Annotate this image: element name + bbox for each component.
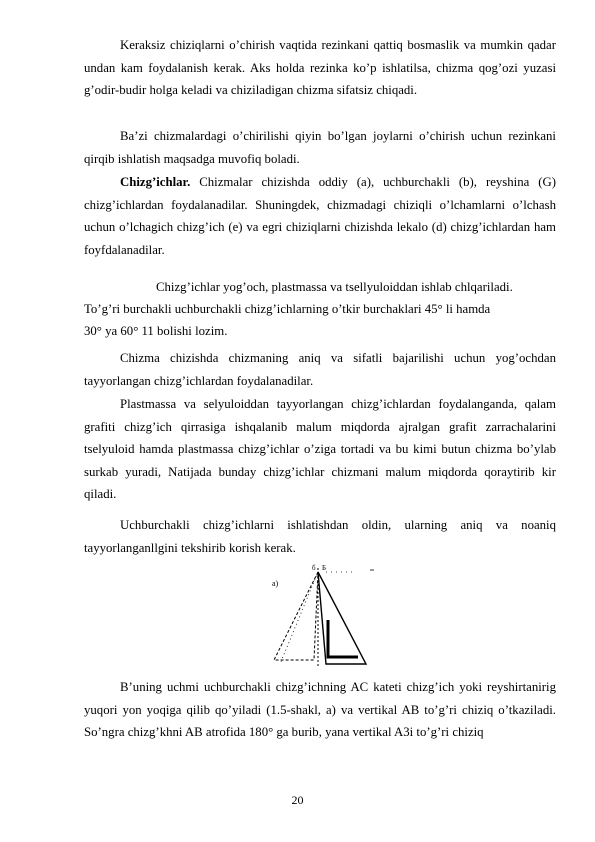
label-a: a) bbox=[272, 579, 279, 588]
dashed-triangle bbox=[274, 572, 318, 660]
solid-triangle bbox=[318, 572, 366, 664]
paragraph-eraser-usage: Keraksiz chiziqlarni o’chirish vaqtida rezinkani qattiq bosmaslik va mumkin qadar undan kam foydalanish kerak. Aks holda rezinka ko’p ishlatilsa, chizma qog’ozi yuzasi g’odir-budir holga keladi va chiziladigan chizma sifatsiz chiqadi. bbox=[84, 38, 556, 97]
label-b: б bbox=[312, 564, 316, 572]
rulers-materials-line: Chizg’ichlar yog’och, plastmassa va tsellyuloiddan ishlab chlqariladi. bbox=[156, 280, 513, 294]
label-top: Б bbox=[322, 564, 327, 572]
rulers-angles-line-2: 30° ya 60° 11 bolishi lozim. bbox=[84, 324, 228, 338]
dotted-guide bbox=[280, 572, 318, 664]
rulers-angles-line: To’g’ri burchakli uchburchakli chizg’ichlarning o’tkir burchaklari 45° li hamda bbox=[84, 302, 491, 316]
paragraph-wooden-rulers: Chizma chizishda chizmaning aniq va sifatli bajarilishi uchun yog’ochdan tayyorlangan chizg’ichlardan foydalanadilar. bbox=[84, 351, 556, 388]
paragraph-rulers bbox=[84, 171, 556, 261]
page-number: 20 bbox=[291, 793, 304, 807]
paragraph-check-triangles: Uchburchakli chizg’ichlarni ishlatishdan oldin, ularning aniq va noaniq tayyorlanganllgini tekshirib korish kerak. bbox=[84, 518, 556, 555]
triangle-ruler-figure bbox=[266, 564, 376, 670]
paragraph-triangle-procedure: B’uning uchmi uchburchakli chizg’ichning AC kateti chizg’ich yoki reyshirtanirig yuqori yon yoqiga qilib qo’yiladi (1.5-shakl, a) va vertikal AB to’g’ri chiziq o’tkaziladi. So’ngra chizg’khni AB atrofida 180° ga burib, yana vertikal A3i to’g’ri chiziq bbox=[84, 680, 556, 739]
rulers-text: Chizmalar chizishda oddiy (a), uchburchakli (b), reyshina (G) chizg’ichlardan foydalanadilar. Shuningdek, chizmadagi chiziqli o’lchamlarni o’lchash uchun o’lchagich chizg’ich (e) va egri chiziqlarni chizishda lekalo (d) chizg’ichlardan ham foyfdalanadilar. bbox=[84, 175, 556, 257]
rulers-heading: Chizg’ichlar. bbox=[120, 175, 191, 189]
paragraph-plastic-rulers: Plastmassa va selyuloiddan tayyorlangan chizg’ichlardan foydalanganda, qalam grafiti chizg’ich qirrasiga ishqalanib malum miqdorda ajralgan grafit zarrachalarini tselyuloid hamda plastmassa chizg’ichlar o’ziga tortadi va bu kimi butun chizma bo’ylab surkab yuradi, Natijada bunday chizg’ichlar chizmani malum miqdorda qoraytirib kir qiladi. bbox=[84, 397, 556, 501]
inner-cut bbox=[328, 620, 358, 657]
paragraph-eraser-cutting: Ba’zi chizmalardagi o’chirilishi qiyin bo’lgan joylarni o’chirish uchun rezinkani qirqib ishlatish maqsadga muvofiq boladi. bbox=[84, 129, 556, 166]
triangle-check-diagram bbox=[266, 564, 376, 670]
